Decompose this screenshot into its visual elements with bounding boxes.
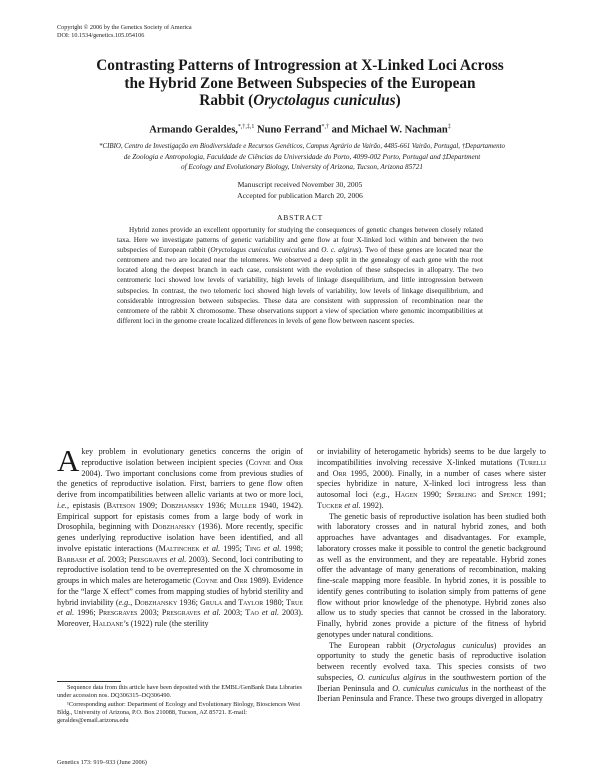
manuscript-dates	[60, 180, 540, 201]
drop-cap: A	[57, 443, 80, 478]
copyright-line: Copyright © 2006 by the Genetics Society of America	[57, 24, 192, 31]
abstract-species: O. c. algirus	[321, 246, 359, 255]
body-paragraph: The genetic basis of reproductive isolation has been studied both with laboratory crosses and in natural hybrid zones, and both approaches have advantages and disadvantages. For example, laboratory crosses make it possible to control the genetic background as well as the environment, and they are repeatable. Hybrid zones offer the advantage of many generations of recombination, making fine-scale mapping more feasible. In hybrid zones, it is possible to identify genes contributing to isolation simply from patterns of gene flow without prior knowledge of the phenotype. Hybrid zones also allow us to study species that cannot be crossed in the laboratory. Finally, hybrid zones provide a picture of the fitness of hybrid genotypes under natural conditions.	[317, 511, 546, 639]
body-paragraph: The European rabbit (Oryctolagus cuniculus) provides an opportunity to study the genetic basis of reproductive isolation between recently evolved taxa. This species consists of two subspecies, O. cuniculus algirus in the southwestern portion of the Iberian Peninsula and O. cuniculus cuniculus in the northeast of the Iberian Peninsula and France. These two groups diverged in allopatry	[317, 640, 546, 704]
copyright-block	[57, 24, 192, 40]
doi-line: DOI: 10.1534/genetics.105.054106	[57, 32, 145, 39]
abstract-species: Oryctolagus cuniculus cuniculus	[210, 246, 306, 255]
paper-title	[60, 57, 540, 110]
title-text: )	[395, 92, 401, 109]
author-name: and Michael W. Nachman	[329, 124, 448, 136]
author-affil-mark: *,†	[321, 124, 330, 130]
author-affil-mark: ‡	[447, 124, 451, 130]
received-date: Manuscript received November 30, 2005	[237, 180, 363, 189]
abstract-text: Hybrid zones provide an excellent opportunity for studying the consequences of genetic changes between closely related taxa. Here we investigate patterns of genetic variability and gene flow at four X-linked loci within and between the two subspecies of European rabbit (	[117, 226, 483, 255]
body-paragraph: or inviability of heterogametic hybrids) seems to be due largely to incompatibilities involving recessive X-linked mutations (Turelli and Orr 1995, 2000). Finally, in a number of cases where sister species hybridize in nature, X-linked loci introgress less than autosomal loci (e.g., Hagen 1990; Sperling and Spence 1991; Tucker et al. 1992).	[317, 447, 547, 510]
abstract-text: ). Two of these genes are located near the centromere and two are located near the telomeres. We observed a deep split in the genealogy of each gene with the root located along the deepest branch in each case, consistent with the evolution of these subspecies in allopatry. The two centromeric loci showed low levels of variability, high levels of linkage disequilibrium, and little introgression between subspecies. In contrast, the two telomeric loci showed high levels of variability, low levels of linkage disequilibrium, and considerable introgression between subspecies. These data are consistent with suppression of recombination near the centromere of the rabbit X chromosome. These observations support a view of speciation where genomic incompatibilities at different loci in the genome create localized differences in levels of gene flow between nascent species.	[117, 246, 483, 325]
footnote-divider	[57, 681, 121, 682]
footnotes	[57, 684, 303, 725]
accepted-date: Accepted for publication March 20, 2006	[237, 190, 363, 200]
author-affil-mark: *,†,‡,1	[237, 124, 255, 130]
affiliation-line: de Zoologia e Antropologia, Faculdade de Ciências da Universidade do Porto, 4099-002 Porto, Portugal and ‡Department	[123, 153, 481, 162]
affiliations	[92, 142, 512, 173]
footnote-corresponding-author: ¹Corresponding author: Department of Ecology and Evolutionary Biology, Biosciences West Bldg., University of Arizona, P.O. Box 210088, Tucson, AZ 85721. E-mail: geraldes@email.arizona.edu	[57, 700, 301, 725]
affiliation-line: *CIBIO, Centro de Investigação em Biodiversidade e Recursos Genéticos, Campus Agrário de Vairão, 4485-661 Vairão, Portugal, †Departamento	[99, 143, 505, 150]
abstract-text: and	[305, 246, 322, 255]
footnote-accession: Sequence data from this article have been deposited with the EMBL/GenBank Data Libraries under accession nos. DQ306315–DQ306490.	[57, 684, 303, 700]
title-species: Oryctolagus cuniculus	[253, 92, 396, 109]
abstract-heading: ABSTRACT	[276, 213, 324, 222]
title-line-1: Contrasting Patterns of Introgression at X-Linked Loci Across	[96, 57, 504, 74]
title-line-2: the Hybrid Zone Between Subspecies of the European	[124, 74, 476, 92]
left-column	[57, 258, 303, 630]
title-line-3	[60, 92, 540, 110]
journal-citation: Genetics 173: 919–933 (June 2006)	[57, 759, 147, 766]
right-column	[317, 447, 546, 705]
intro-paragraph: Akey problem in evolutionary genetics concerns the origin of reproductive isolation between incipient species (Coyne and Orr 2004). Two important conclusions come from previous studies of the genetics of reproductive isolation. First, barriers to gene flow often derive from incompatibilities between allelic variants at two or more loci, i.e., epistasis (Bateson 1909; Dobzhansky 1936; Muller 1940, 1942). Empirical support for epistasis comes from a large body of work in Drosophila, beginning with Dobzhansky (1936). More recently, specific genes underlying reproductive isolation have been identified, and all involve epistatic interactions (Maltinchek et al. 1995; Ting et al. 1998; Barbash et al. 2003; Presgraves et al. 2003). Second, loci contributing to reproductive isolation tend to be overrepresented on the X chromosome in groups in which males are heterogametic (Coyne and Orr 1989). Evidence for the “large X effect” comes from mapping studies of hybrid sterility and hybrid inviability (e.g., Dobzhansky 1936; Grula and Taylor 1980; True et al. 1996; Presgraves 2003; Presgraves et al. 2003; Tao et al. 2003). Moreover, Haldane’s (1922) rule (the sterility	[57, 443, 304, 628]
affiliation-line: of Ecology and Evolutionary Biology, University of Arizona, Tucson, Arizona 85721	[181, 163, 423, 172]
author-name: Armando Geraldes,	[149, 124, 238, 136]
author-list	[60, 124, 540, 136]
title-text: Rabbit (	[199, 92, 254, 109]
author-name: Nuno Ferrand	[254, 124, 322, 136]
